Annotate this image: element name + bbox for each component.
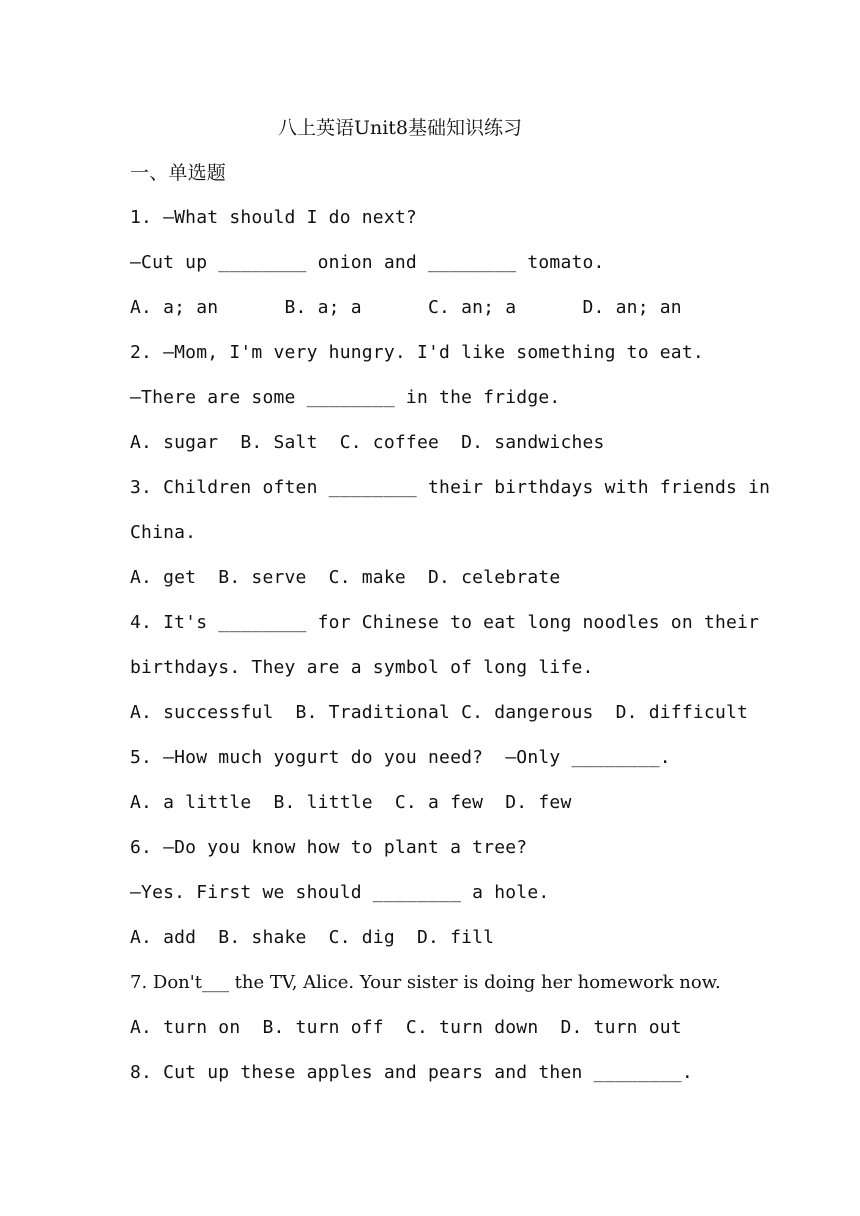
question-4-stem: 4. It's ________ for Chinese to eat long noodles on their	[130, 612, 760, 633]
question-3-stem: 3. Children often ________ their birthdays with friends in	[130, 477, 771, 498]
document-title: 八上英语Unit8基础知识练习	[277, 117, 523, 139]
question-4-options: A. successful B. Traditional C. dangerous D. difficult	[130, 702, 749, 723]
question-3-stem-continued: China.	[130, 522, 197, 543]
question-5-options: A. a little B. little C. a few D. few	[130, 792, 572, 813]
question-6-options: A. add B. shake C. dig D. fill	[130, 927, 495, 948]
question-2-dialogue: —There are some ________ in the fridge.	[130, 387, 561, 408]
question-4-stem-continued: birthdays. They are a symbol of long life.	[130, 657, 594, 678]
question-2-options: A. sugar B. Salt C. coffee D. sandwiches	[130, 432, 605, 453]
question-6-stem: 6. —Do you know how to plant a tree?	[130, 837, 528, 858]
question-7-options: A. turn on B. turn off C. turn down D. turn out	[130, 1017, 682, 1038]
question-6-dialogue: —Yes. First we should ________ a hole.	[130, 882, 550, 903]
question-1-stem: 1. —What should I do next?	[130, 207, 417, 228]
section-heading: 一、单选题	[130, 162, 227, 184]
question-1-options: A. a; an B. a; a C. an; a D. an; an	[130, 297, 682, 318]
question-8-stem: 8. Cut up these apples and pears and then ________.	[130, 1062, 693, 1083]
question-2-stem: 2. —Mom, I'm very hungry. I'd like something to eat.	[130, 342, 704, 363]
question-1-dialogue: —Cut up ________ onion and ________ tomato.	[130, 252, 605, 273]
question-3-options: A. get B. serve C. make D. celebrate	[130, 567, 561, 588]
question-5-stem: 5. —How much yogurt do you need? —Only ________.	[130, 747, 671, 768]
question-7-stem: 7. Don't___ the TV, Alice. Your sister is doing her homework now.	[130, 972, 721, 993]
